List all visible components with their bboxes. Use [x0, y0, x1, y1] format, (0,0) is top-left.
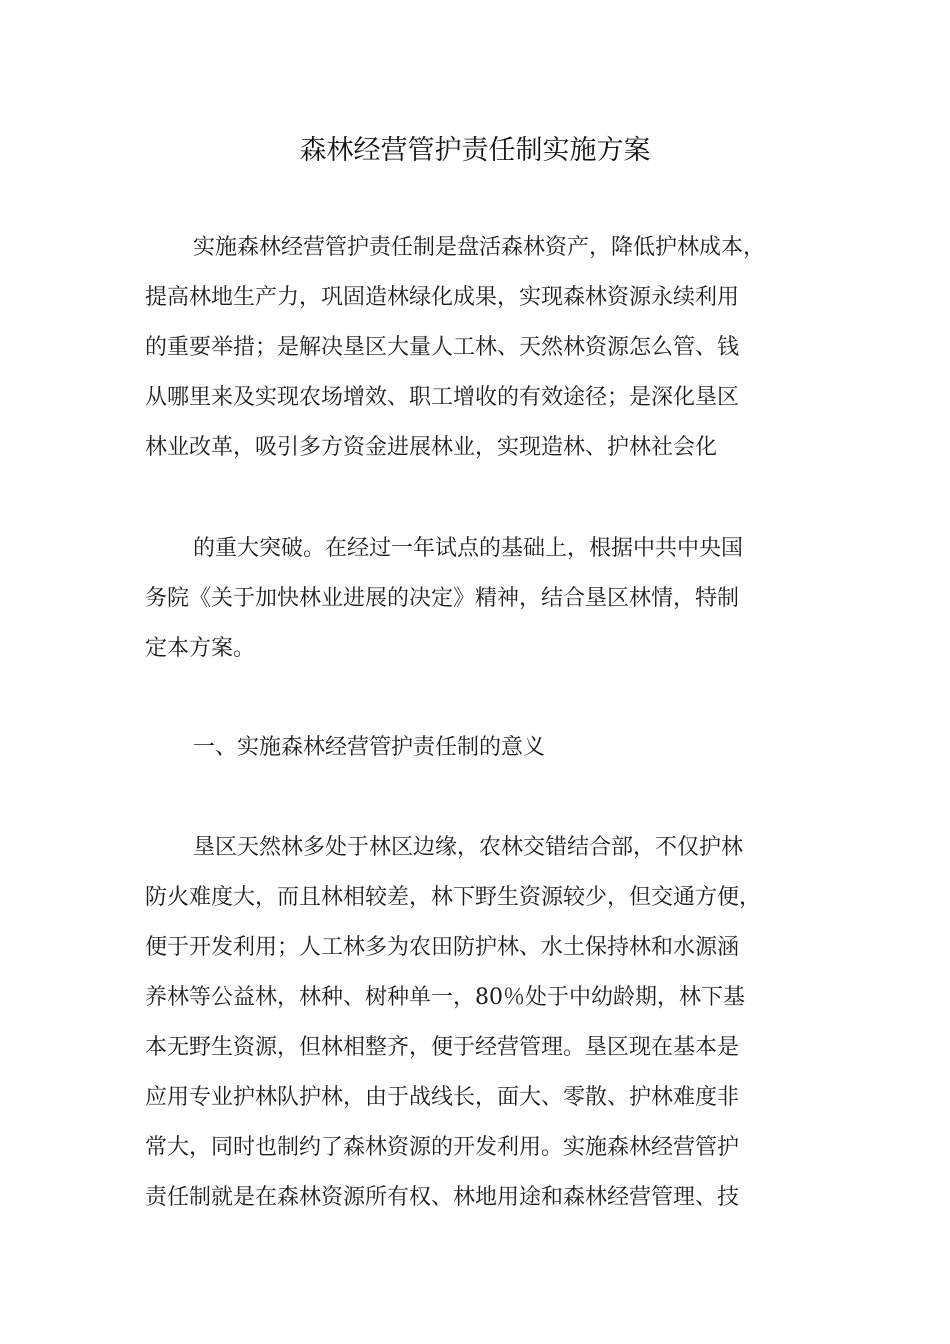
- paragraph-line: 本无野生资源，但林相整齐，便于经营管理。垦区现在基本是: [145, 1035, 740, 1060]
- paragraph-line: 养林等公益林，林种、树种单一，80％处于中幼龄期，林下基: [145, 985, 745, 1010]
- paragraph-significance: [145, 823, 807, 1223]
- paragraph-line: 常大，同时也制约了森林资源的开发利用。实施森林经营管护: [145, 1135, 740, 1160]
- paragraph-line: 从哪里来及实现农场增效、职工增收的有效途径；是深化垦区: [145, 385, 740, 410]
- paragraph-line: 责任制就是在森林资源所有权、林地用途和森林经营管理、技: [145, 1185, 740, 1210]
- paragraph-line: 便于开发利用；人工林多为农田防护林、水土保持林和水源涵: [145, 935, 740, 960]
- paragraph-line: 防火难度大，而且林相较差，林下野生资源较少，但交通方便，: [145, 885, 762, 910]
- paragraph-line: 提高林地生产力，巩固造林绿化成果，实现森林资源永续利用: [145, 285, 740, 310]
- paragraph-intro: [145, 223, 807, 473]
- paragraph-line: 垦区天然林多处于林区边缘，农林交错结合部，不仅护林: [193, 835, 744, 860]
- document-title: 森林经营管护责任制实施方案: [299, 135, 651, 166]
- paragraph-line: 定本方案。: [145, 636, 256, 661]
- paragraph-line: 实施森林经营管护责任制是盘活森林资产，降低护林成本，: [193, 235, 766, 260]
- paragraph-continuation: [145, 524, 807, 674]
- paragraph-line: 的重大突破。在经过一年试点的基础上，根据中共中央国: [193, 536, 744, 561]
- paragraph-line: 的重要举措；是解决垦区大量人工林、天然林资源怎么管、钱: [145, 335, 740, 360]
- paragraph-line: 林业改革，吸引多方资金进展林业，实现造林、护林社会化: [145, 435, 718, 460]
- section-heading-text: 一、实施森林经营管护责任制的意义: [193, 735, 546, 760]
- section-heading: [145, 723, 807, 773]
- paragraph-line: 应用专业护林队护林，由于战线长，面大、零散、护林难度非: [145, 1085, 740, 1110]
- paragraph-line: 务院《关于加快林业进展的决定》精神，结合垦区林情，特制: [145, 586, 740, 611]
